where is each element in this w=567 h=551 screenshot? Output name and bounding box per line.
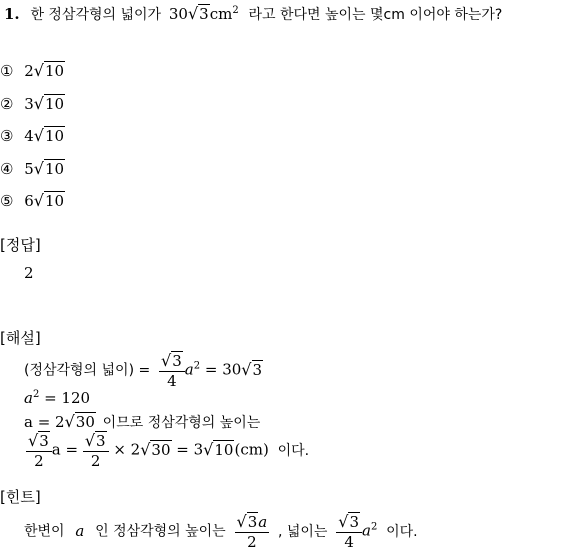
hint-label: [힌트] bbox=[0, 488, 41, 506]
explanation-line-2: $a^2 = 120$ bbox=[24, 389, 91, 407]
option-5[interactable] bbox=[0, 193, 65, 209]
option-2[interactable] bbox=[0, 96, 65, 112]
fraction-sqrt3-over-4-hint: $\frac{√3}{4}$ bbox=[336, 513, 362, 550]
option-value: 2√10 bbox=[24, 61, 65, 80]
fraction-sqrt3a-over-2: $\frac{√3a}{2}$ bbox=[236, 512, 268, 551]
explanation-line-3-text: 이므로 정삼각형의 높이는 bbox=[102, 415, 261, 431]
fraction-sqrt3-over-4: $\frac{√3}{4}$ bbox=[159, 352, 185, 389]
option-marker: ④ bbox=[0, 160, 14, 178]
explanation-line-4-text: 이다. bbox=[277, 442, 310, 459]
explanation-line-4: $\frac{√3}{2}$ a = $\frac{√3}{2}$ × 2√30 = 3√10(cm) 이다. bbox=[28, 431, 310, 470]
option-marker: ③ bbox=[0, 127, 14, 145]
question-number: 1. bbox=[4, 5, 20, 23]
option-marker: ⑤ bbox=[0, 192, 14, 210]
hint-text-a: 한변이 bbox=[24, 523, 65, 540]
option-marker: ① bbox=[0, 62, 14, 80]
option-marker: ② bbox=[0, 95, 14, 113]
explanation-line-1: (정삼각형의 넓이) = $\frac{√3}{4}$ $a^2 = 30√3$ bbox=[24, 351, 263, 390]
answer-label: [정답] bbox=[0, 236, 41, 254]
option-1[interactable] bbox=[0, 63, 65, 79]
hint-text-d: 이다. bbox=[386, 523, 418, 540]
question-text-suffix: 라고 한다면 높이는 몇cm 이어야 하는가? bbox=[248, 7, 503, 23]
hint-text-b: 인 정삼각형의 높이는 bbox=[95, 523, 226, 540]
question-text-prefix: 한 정삼각형의 넓이가 bbox=[30, 7, 162, 23]
question-area-value: $30√3cm^2$ bbox=[168, 4, 239, 23]
option-value: 5√10 bbox=[24, 159, 65, 178]
hint-text-c: , 넓이는 bbox=[277, 523, 328, 540]
option-value: 3√10 bbox=[24, 94, 65, 113]
hint-line: 한변이 a 인 정삼각형의 높이는 $\frac{√3a}{2}$ , 넓이는 $\frac{√3}{4}$ $a^2$ 이다. bbox=[24, 512, 418, 551]
explanation-line-3: a = 2√30 이므로 정삼각형의 높이는 bbox=[24, 412, 261, 431]
option-3[interactable] bbox=[0, 128, 65, 144]
option-value: 4√10 bbox=[24, 126, 65, 145]
question-line bbox=[4, 6, 502, 22]
explanation-label: [해설] bbox=[0, 329, 41, 347]
explanation-line-1-prefix: (정삼각형의 넓이) = bbox=[24, 362, 151, 379]
option-4[interactable] bbox=[0, 161, 65, 177]
answer-value: 2 bbox=[24, 264, 34, 282]
hint-var: a bbox=[75, 521, 85, 540]
option-value: 6√10 bbox=[24, 191, 65, 210]
